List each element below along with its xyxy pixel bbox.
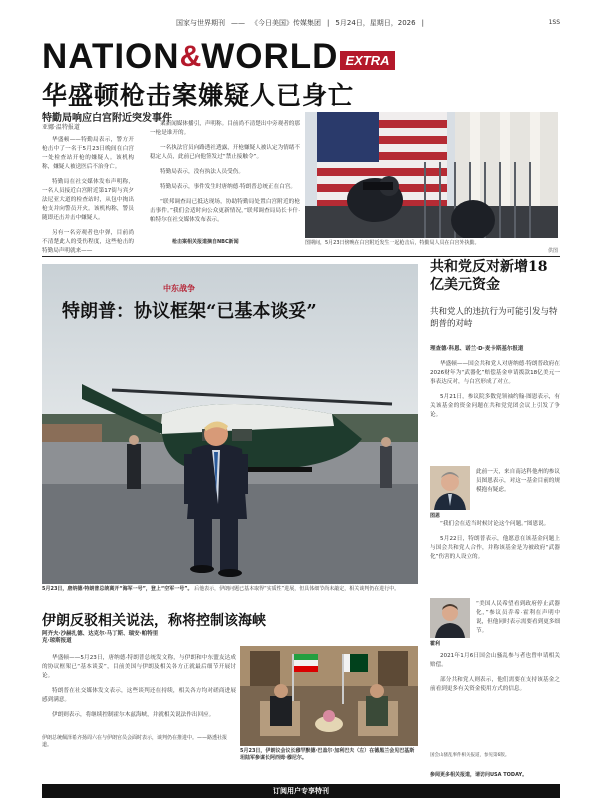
sidebar-paragraph: 5月22日，特朗普表示，他愿意在该基金问题上与国会共和党人合作，并称该基金是为被政府“武器化”伤害的人设立的。 bbox=[430, 536, 560, 560]
edition-info-item: | bbox=[421, 19, 424, 27]
edition-info-item: 国家与世界期刊 bbox=[176, 19, 226, 27]
story2-paragraph: 特朗普在社交媒体发文表示，这些谈判还在持续，相关各方均对磋商进展感到满意。 bbox=[42, 688, 236, 703]
headshot-caption: 霍利 bbox=[430, 641, 441, 647]
masthead-word-nation: NATION bbox=[42, 37, 180, 76]
sidebar-paragraph: 5月21日，参议院多数党领袖约翰·图恩表示，有关该基金的资金问题在共和党党团会议上引发了争论。 bbox=[430, 394, 560, 418]
lead-subhead: 特勤局响应白宫附近突发事件 bbox=[42, 113, 172, 124]
sidebar-paragraph: 2021年1月6日国会山骚乱参与者也曾申请相关赔偿。 bbox=[430, 653, 560, 668]
feature-title: 特朗普：协议框架“已基本谈妥” bbox=[62, 301, 317, 322]
sidebar-paragraph: “我们会在适当时候讨论这个问题。”图恩说。 bbox=[440, 521, 550, 527]
lead-photo-credit: 供图 bbox=[547, 248, 558, 254]
masthead-word-world: WORLD bbox=[201, 37, 339, 76]
lead-column-2 bbox=[150, 120, 300, 231]
lead-byline: 亚娜·温特报道 bbox=[42, 124, 80, 131]
feature-caption bbox=[42, 586, 418, 593]
lead-paragraph: 特勤局在社交媒体发布声明称，一名人员接近白宫附近第17街与宾夕法尼亚大道的检查站时，从包中掏出枪支并向警员开火。该机构称，警员随即还击并击中嫌疑人。 bbox=[42, 179, 134, 221]
section-divider bbox=[42, 256, 560, 257]
page-number: 1SS bbox=[548, 19, 560, 26]
story2-byline: 阿齐夫·沙赫扎德、达克尔·马丁斯、瑞安·帕特里克·琼斯报道 bbox=[42, 631, 159, 644]
edition-info-item: —— bbox=[231, 19, 246, 27]
story2-body bbox=[42, 654, 236, 726]
story2-paragraph: 伊朗则表示，将继续控制霍尔木兹海峡，并就相关说法作出回应。 bbox=[52, 712, 215, 718]
lead-paragraph: “联邦调查局已抵达现场，协助特勤局处置白宫附近的枪击事件。”我们会适时向公众更新情况，”联邦调查局局长卡什·帕特尔在社交媒体发布表示。 bbox=[150, 199, 300, 223]
story2-note: 伊朗总统佩泽希齐扬周六在与伊朗官员会面时表示，谈判仍在推进中。——路透社报道。 bbox=[42, 735, 228, 748]
lead-paragraph: 特勤局表示，没有执法人员受伤。 bbox=[160, 169, 244, 175]
masthead-ampersand: & bbox=[179, 40, 202, 73]
edition-info-item: 5月24日，星期日，2026 bbox=[335, 19, 416, 27]
sidebar-body-1 bbox=[430, 360, 560, 426]
sidebar-paragraph: 华盛顿——国会共和党人对唐纳德·特朗普政府在2026财年为“武器化”赔偿基金申请拨款18亿美元一事表达反对，与白宫形成了对立。 bbox=[430, 361, 560, 385]
feature-kicker: 中东战争 bbox=[163, 284, 195, 293]
sidebar-byline: 理查德·科恩、诺兰·D·麦卡斯基尔报道 bbox=[430, 346, 524, 352]
lead-paragraph: 案新闻媒体播引，声明称。目前尚不清楚出中旁观者的那一枪是谁开的。 bbox=[150, 121, 300, 136]
lead-photo-secret-service bbox=[305, 112, 558, 238]
feature-caption-text: 后他表示，伊朗问题已基本取得“实质性”进展，但具体细节尚未敲定，相关谈判仍在进行中。 bbox=[194, 586, 400, 592]
headshot-hawley bbox=[430, 598, 470, 638]
lead-paragraph: 一名执法官员向路透社透露，开枪嫌疑人被认定为情绪不稳定人员，此前已向他签发过“禁止接触令”。 bbox=[150, 145, 300, 160]
sidebar-quote-2: “美国人民希望看到政府停止武器化，”参议员乔希·霍利在声明中说，但他同时表示需要看到更多细节。 bbox=[476, 601, 560, 634]
masthead-extra-badge: EXTRA bbox=[340, 51, 394, 70]
subscriber-edition-banner: 订阅用户专享特刊 bbox=[42, 784, 560, 798]
headshot-thune bbox=[430, 466, 470, 510]
sidebar-subhead: 共和党人的违抗行为可能引发与特朗普的对峙 bbox=[430, 307, 558, 329]
story2-paragraph: 华盛顿——5月23日，唐纳德·特朗普总统发文称，与伊朗和中东盟友达成的协议框架已“基本谈妥”，目前美国与伊朗及相关各方正就最后细节开展讨论。 bbox=[42, 655, 236, 679]
lead-credit-line: 枪击案相关报道摘自NBC新闻 bbox=[172, 239, 239, 245]
lead-paragraph: 特勤局表示，事件发生时唐纳德·特朗普总统正在白宫。 bbox=[160, 184, 297, 190]
lead-headline: 华盛顿枪击案嫌疑人已身亡 bbox=[42, 81, 355, 110]
story2-photo-tehran-meeting bbox=[240, 646, 418, 746]
headshot-caption: 图恩 bbox=[430, 513, 441, 519]
lead-paragraph: 华盛顿——特勤局表示，警方开枪击中了一名于5月23日晚间在白宫一处检查站开枪的嫌疑人。该机构称，嫌疑人被送医后不治身亡。 bbox=[42, 137, 134, 170]
sidebar-footnote: 国会山骚乱事件相关报道，参见第6版。 bbox=[430, 753, 510, 758]
story2-headline: 伊朗反驳相关说法，称将控制该海峡 bbox=[42, 613, 266, 629]
lead-photo-caption: 图期间，5月23日傍晚在白宫附近发生一起枪击后，特勤局人员在白宫外执勤。 bbox=[305, 240, 480, 246]
sidebar-quote-1: 此前一天，来自南达科他州的参议员图恩表示，对这一基金目前的规模抱有疑虑。 bbox=[476, 469, 560, 493]
lead-paragraph: 另有一名旁观者也中弹，目前尚不清楚此人的受伤程度，这些枪击的特勤局声明就来—— bbox=[42, 230, 134, 254]
sidebar-headline: 共和党反对新增18亿美元资金 bbox=[430, 259, 548, 293]
edition-info-item: 《今日美国》传媒集团 bbox=[251, 19, 322, 27]
edition-info-line bbox=[0, 16, 600, 30]
feature-caption-bold: 5月23日，唐纳德·特朗普总统离开“海军一号”，登上“空军一号”。 bbox=[42, 586, 193, 592]
edition-info-item: | bbox=[327, 19, 330, 27]
sidebar-body-2 bbox=[430, 520, 560, 568]
sidebar-footnote-2: 参阅更多相关报道，请访问USA TODAY。 bbox=[430, 772, 528, 778]
story2-photo-caption: 5月23日，伊朗议会议长穆罕默德·巴盖尔·加利巴夫（左）在德黑兰会见巴基斯坦陆军参谋长阿西姆·穆尼尔。 bbox=[240, 748, 415, 761]
masthead-logo bbox=[42, 36, 395, 76]
sidebar-body-3 bbox=[430, 652, 560, 700]
lead-column-1 bbox=[42, 136, 134, 262]
sidebar-paragraph: 部分共和党人则表示，他们需要在支持该基金之前看到更多有关资金使用方式的信息。 bbox=[430, 677, 560, 692]
